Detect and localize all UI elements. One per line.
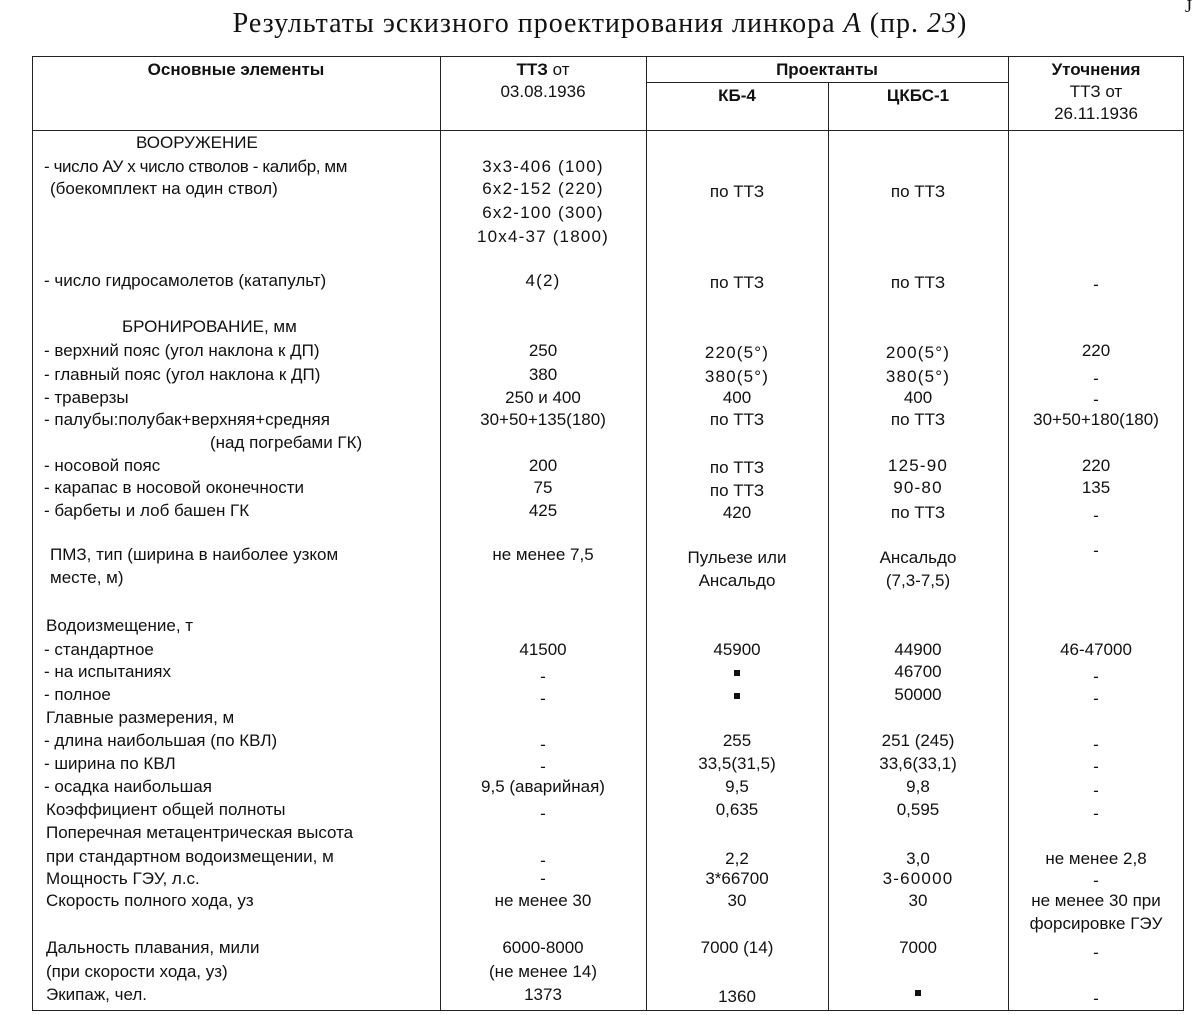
row-standard-kb4: 45900 — [713, 640, 761, 659]
row-carapace-updates: 135 — [1081, 478, 1111, 497]
header-ttz-rest: от — [547, 60, 570, 79]
left-border — [32, 56, 33, 1011]
row-power-kb4: 3*66700 — [705, 869, 769, 888]
row-speed-updates-2: форсировке ГЭУ — [1029, 914, 1163, 933]
row-width-ckbs1: 33,6(33,1) — [879, 754, 957, 773]
header-updates — [1008, 59, 1184, 125]
row-crew-ttz: 1373 — [524, 985, 562, 1004]
row-draft-label: - осадка наибольшая — [44, 777, 212, 796]
row-speed-kb4: 30 — [727, 891, 747, 910]
row-carapace-ttz: 75 — [533, 478, 553, 497]
dot-mark — [734, 670, 740, 676]
row-barbettes-ckbs1: по ТТЗ — [890, 503, 946, 522]
row-standard-ttz: 41500 — [519, 640, 567, 659]
row-range-label: Дальность плавания, мили — [46, 938, 260, 957]
row-decks-ckbs1: по ТТЗ — [890, 410, 946, 429]
row-main-belt-ttz: 380 — [528, 365, 558, 384]
row-bow-belt-updates: 220 — [1081, 456, 1111, 475]
header-ttz — [440, 59, 646, 103]
row-coefficient-ckbs1: 0,595 — [896, 800, 940, 819]
row-metacentric-updates: не менее 2,8 — [1045, 849, 1147, 868]
row-decks-label-2: (над погребами ГК) — [210, 433, 363, 452]
row-main-belt-ckbs1: 380(5°) — [885, 367, 951, 386]
row-length-kb4: 255 — [722, 731, 752, 750]
row-range-updates: - — [1093, 943, 1099, 962]
row-range-ttz-2: (не менее 14) — [489, 962, 597, 981]
row-coefficient-updates: - — [1093, 804, 1099, 823]
row-hydroplanes-updates: - — [1093, 275, 1099, 294]
row-coefficient-kb4: 0,635 — [715, 800, 759, 819]
row-carapace-label: - карапас в носовой оконечности — [44, 478, 304, 497]
row-full-updates: - — [1093, 689, 1099, 708]
dot-mark — [734, 693, 740, 699]
row-trials-ttz: - — [540, 667, 546, 686]
row-traverses-updates: - — [1093, 390, 1099, 409]
row-trials-updates: - — [1093, 667, 1099, 686]
row-power-updates: - — [1093, 871, 1099, 890]
row-hydroplanes-ttz: 4(2) — [525, 271, 561, 290]
row-power-ttz: - — [540, 869, 546, 888]
row-traverses-kb4: 400 — [722, 388, 752, 407]
section-dimensions-title: Главные размерения, м — [46, 708, 235, 727]
row-standard-updates: 46-47000 — [1060, 640, 1132, 659]
row-standard-ckbs1: 44900 — [894, 640, 942, 659]
row-range-kb4: 7000 (14) — [700, 938, 774, 957]
row-pmz-kb4-2: Ансальдо — [698, 571, 776, 590]
row-armament-kb4: по ТТЗ — [709, 182, 765, 201]
header-ckbs1 — [828, 85, 1008, 107]
row-bow-belt-ttz: 200 — [528, 456, 558, 475]
header-ttz-bold: ТТЗ — [516, 60, 548, 79]
header-designers-text: Проектанты — [776, 60, 878, 79]
header-updates-title: Уточнения — [1051, 60, 1141, 79]
row-hydroplanes-label: - число гидросамолетов (катапульт) — [44, 271, 327, 290]
row-speed-ttz: не менее 30 — [494, 891, 592, 910]
header-main-elements — [32, 59, 440, 81]
header-updates-l2: 26.11.1936 — [1054, 104, 1138, 123]
row-metacentric-ckbs1: 3,0 — [906, 849, 930, 868]
row-width-kb4: 33,5(31,5) — [698, 754, 776, 773]
row-decks-kb4: по ТТЗ — [709, 410, 765, 429]
header-bottom-border — [32, 130, 1184, 131]
row-decks-updates: 30+50+180(180) — [1033, 410, 1159, 429]
row-power-label: Мощность ГЭУ, л.с. — [46, 869, 200, 888]
row-power-ckbs1: 3-60000 — [882, 869, 954, 888]
row-barbettes-label: - барбеты и лоб башен ГК — [44, 501, 250, 520]
row-pmz-ckbs1: Ансальдо — [879, 548, 957, 567]
row-carapace-ckbs1: 90-80 — [893, 478, 943, 497]
row-carapace-kb4: по ТТЗ — [709, 481, 765, 500]
header-ttz-date: 03.08.1936 — [500, 82, 586, 101]
row-width-label: - ширина по КВЛ — [44, 754, 176, 773]
row-metacentric-kb4: 2,2 — [725, 849, 749, 868]
row-barbettes-updates: - — [1093, 506, 1099, 525]
row-traverses-ckbs1: 400 — [903, 388, 933, 407]
header-designers — [646, 59, 1008, 81]
row-armament-ttz-4: 10x4-37 (1800) — [476, 227, 610, 246]
row-barbettes-ttz: 425 — [528, 501, 558, 520]
header-kb4-text: КБ-4 — [718, 86, 756, 105]
row-speed-label: Скорость полного хода, уз — [46, 891, 254, 910]
row-armament-label: - число АУ х число стволов - калибр, мм — [44, 157, 348, 176]
title-letter: А — [843, 8, 862, 39]
row-speed-ckbs1: 30 — [908, 891, 928, 910]
title-paren-close: ) — [957, 8, 968, 39]
row-main-belt-updates: - — [1093, 369, 1099, 388]
row-trials-label: - на испытаниях — [44, 662, 172, 681]
dot-mark — [915, 990, 921, 996]
row-hydroplanes-kb4: по ТТЗ — [709, 273, 765, 292]
row-armament-label-2: (боекомплект на один ствол) — [50, 179, 278, 198]
row-armament-ttz-2: 6x2-152 (220) — [482, 179, 604, 198]
row-width-ttz: - — [540, 757, 546, 776]
section-displacement-title: Водоизмещение, т — [46, 616, 194, 635]
row-metacentric-label-2: при стандартном водоизмещении, м — [46, 847, 334, 866]
row-armament-ttz-3: 6x2-100 (300) — [482, 203, 604, 222]
row-bow-belt-label: - носовой пояс — [44, 456, 161, 475]
row-upper-belt-kb4: 220(5°) — [704, 343, 770, 362]
page-title — [0, 8, 1200, 40]
row-standard-label: - стандартное — [44, 640, 154, 659]
header-col0-text: Основные элементы — [147, 60, 325, 79]
section-armament-title: ВООРУЖЕНИЕ — [136, 133, 258, 152]
row-speed-updates: не менее 30 при — [1031, 891, 1161, 910]
row-bow-belt-ckbs1: 125-90 — [887, 456, 949, 475]
row-range-label-2: (при скорости хода, уз) — [46, 962, 228, 981]
corner-mark: J — [1184, 0, 1192, 16]
row-full-kb4-mark — [646, 684, 828, 706]
row-draft-updates: - — [1093, 781, 1099, 800]
row-main-belt-label: - главный пояс (угол наклона к ДП) — [44, 365, 321, 384]
row-length-updates: - — [1093, 735, 1099, 754]
row-upper-belt-label: - верхний пояс (угол наклона к ДП) — [44, 341, 320, 360]
row-upper-belt-ckbs1: 200(5°) — [885, 343, 951, 362]
row-barbettes-kb4: 420 — [722, 503, 752, 522]
row-full-ttz: - — [540, 689, 546, 708]
row-length-ckbs1: 251 (245) — [881, 731, 955, 750]
row-trials-ckbs1: 46700 — [894, 662, 942, 681]
row-traverses-label: - траверзы — [44, 388, 129, 407]
row-trials-kb4-mark — [646, 661, 828, 683]
row-pmz-label-2: месте, м) — [50, 568, 124, 587]
row-width-updates: - — [1093, 757, 1099, 776]
row-decks-label: - палубы:полубак+верхняя+средняя — [44, 410, 330, 429]
row-full-label: - полное — [44, 685, 111, 704]
row-metacentric-label: Поперечная метацентрическая высота — [46, 823, 354, 842]
header-ckbs1-text: ЦКБС-1 — [886, 86, 950, 105]
row-pmz-label: ПМЗ, тип (ширина в наиболее узком — [50, 545, 339, 564]
row-length-ttz: - — [540, 735, 546, 754]
row-crew-label: Экипаж, чел. — [46, 985, 148, 1004]
row-pmz-ckbs1-2: (7,3-7,5) — [885, 571, 951, 590]
row-pmz-kb4: Пульезе или — [687, 548, 787, 567]
section-armor-title: БРОНИРОВАНИЕ, мм — [122, 317, 297, 336]
row-crew-updates: - — [1093, 989, 1099, 1008]
row-bow-belt-kb4: по ТТЗ — [709, 458, 765, 477]
row-length-label: - длина наибольшая (по КВЛ) — [44, 731, 278, 750]
row-metacentric-ttz: - — [540, 851, 546, 870]
row-coefficient-label: Коэффициент общей полноты — [46, 800, 286, 819]
row-hydroplanes-ckbs1: по ТТЗ — [890, 273, 946, 292]
row-pmz-updates: - — [1093, 541, 1099, 560]
row-upper-belt-updates: 220 — [1081, 341, 1111, 360]
table-bottom-border — [32, 1010, 1184, 1011]
row-main-belt-kb4: 380(5°) — [704, 367, 770, 386]
row-armament-ckbs1: по ТТЗ — [890, 182, 946, 201]
row-traverses-ttz: 250 и 400 — [505, 388, 581, 407]
row-upper-belt-ttz: 250 — [528, 341, 558, 360]
row-crew-ckbs1-mark — [828, 981, 1008, 1003]
row-armament-ttz-1: 3x3-406 (100) — [482, 157, 604, 176]
row-decks-ttz: 30+50+135(180) — [480, 410, 606, 429]
title-paren-open: (пр. — [861, 8, 928, 39]
row-full-ckbs1: 50000 — [894, 685, 942, 704]
row-draft-kb4: 9,5 — [725, 777, 749, 796]
row-range-ckbs1: 7000 — [899, 938, 937, 957]
header-updates-l1: ТТЗ от — [1069, 82, 1123, 101]
header-kb4 — [646, 85, 828, 107]
title-main: Результаты эскизного проектирования линкора — [232, 8, 844, 39]
row-crew-kb4: 1360 — [718, 987, 756, 1006]
header-group-divider — [646, 82, 1008, 83]
title-number: 23 — [927, 8, 958, 39]
row-coefficient-ttz: - — [540, 804, 546, 823]
row-range-ttz: 6000-8000 — [502, 938, 584, 957]
table-top-border — [32, 56, 1184, 57]
row-draft-ttz: 9,5 (аварийная) — [481, 777, 605, 796]
row-draft-ckbs1: 9,8 — [906, 777, 930, 796]
data-table — [32, 56, 1184, 1011]
row-pmz-ttz: не менее 7,5 — [492, 545, 594, 564]
